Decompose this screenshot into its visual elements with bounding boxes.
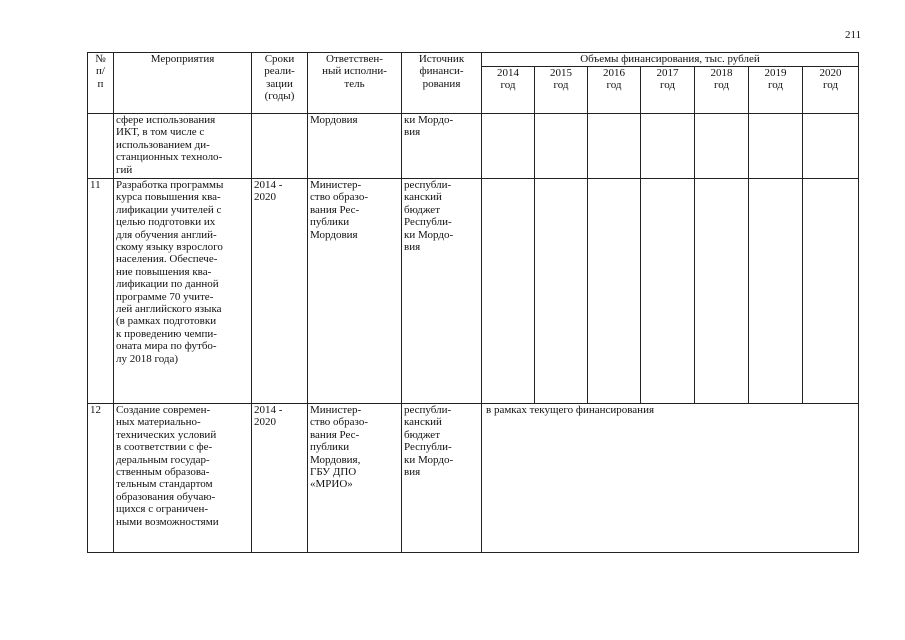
header-year: 2014 год (482, 67, 535, 114)
table-row (88, 404, 859, 553)
header-terms: Сроки реали- зации (годы) (252, 53, 308, 114)
page-number: 211 (845, 29, 862, 41)
row-responsible: Министер- ство образо- вания Рес- публики Мордовия (308, 179, 402, 404)
row-year-cell (803, 179, 859, 404)
row-year-cell (535, 114, 588, 179)
header-row (88, 53, 859, 67)
funding-plan-table (87, 52, 859, 553)
row-year-cell (535, 179, 588, 404)
row-num: 12 (88, 404, 114, 553)
row-terms (252, 114, 308, 179)
header-volume: Объемы финансирования, тыс. рублей (482, 53, 859, 67)
header-year: 2019 год (749, 67, 803, 114)
row-responsible: Мордовия (308, 114, 402, 179)
header-num: № п/ п (88, 53, 114, 114)
row-responsible: Министер- ство образо- вания Рес- публики Мордовия, ГБУ ДПО «МРИО» (308, 404, 402, 553)
header-year: 2015 год (535, 67, 588, 114)
header-year: 2020 год (803, 67, 859, 114)
row-funding-note: в рамках текущего финансирования (482, 404, 859, 553)
row-year-cell (482, 179, 535, 404)
header-year: 2017 год (641, 67, 695, 114)
row-year-cell (588, 179, 641, 404)
row-year-cell (588, 114, 641, 179)
row-event: Создание современ- ных материально- технических условий в соответствии с фе- деральным государ- ственным образова- тельным стандартом образования обучаю- щихся с ограничен- ными возможностями (114, 404, 252, 553)
row-terms: 2014 - 2020 (252, 404, 308, 553)
row-year-cell (803, 114, 859, 179)
row-num: 11 (88, 179, 114, 404)
row-source: республи- канский бюджет Республи- ки Мордо- вия (402, 179, 482, 404)
row-terms: 2014 - 2020 (252, 179, 308, 404)
header-event: Мероприятия (114, 53, 252, 114)
row-year-cell (695, 179, 749, 404)
row-year-cell (641, 114, 695, 179)
row-event: сфере использования ИКТ, в том числе с использованием ди- станционных техноло- гий (114, 114, 252, 179)
header-year: 2016 год (588, 67, 641, 114)
row-event: Разработка программы курса повышения ква- лификации учителей с целью подготовки их для обучения англий- скому языку взрослого населения. Обеспече- ние повышения ква- лификации по данной программе 70 учите- лей английского языка (в рамках подготовки к проведению чемпи- оната мира по футбо- лу 2018 года) (114, 179, 252, 404)
table-row (88, 114, 859, 179)
row-year-cell (695, 114, 749, 179)
header-responsible: Ответствен- ный исполни- тель (308, 53, 402, 114)
row-year-cell (749, 114, 803, 179)
header-year: 2018 год (695, 67, 749, 114)
table-row (88, 179, 859, 404)
row-num (88, 114, 114, 179)
row-year-cell (641, 179, 695, 404)
header-source: Источник финанси- рования (402, 53, 482, 114)
row-source: республи- канский бюджет Республи- ки Мордо- вия (402, 404, 482, 553)
row-year-cell (482, 114, 535, 179)
row-year-cell (749, 179, 803, 404)
row-source: ки Мордо- вия (402, 114, 482, 179)
